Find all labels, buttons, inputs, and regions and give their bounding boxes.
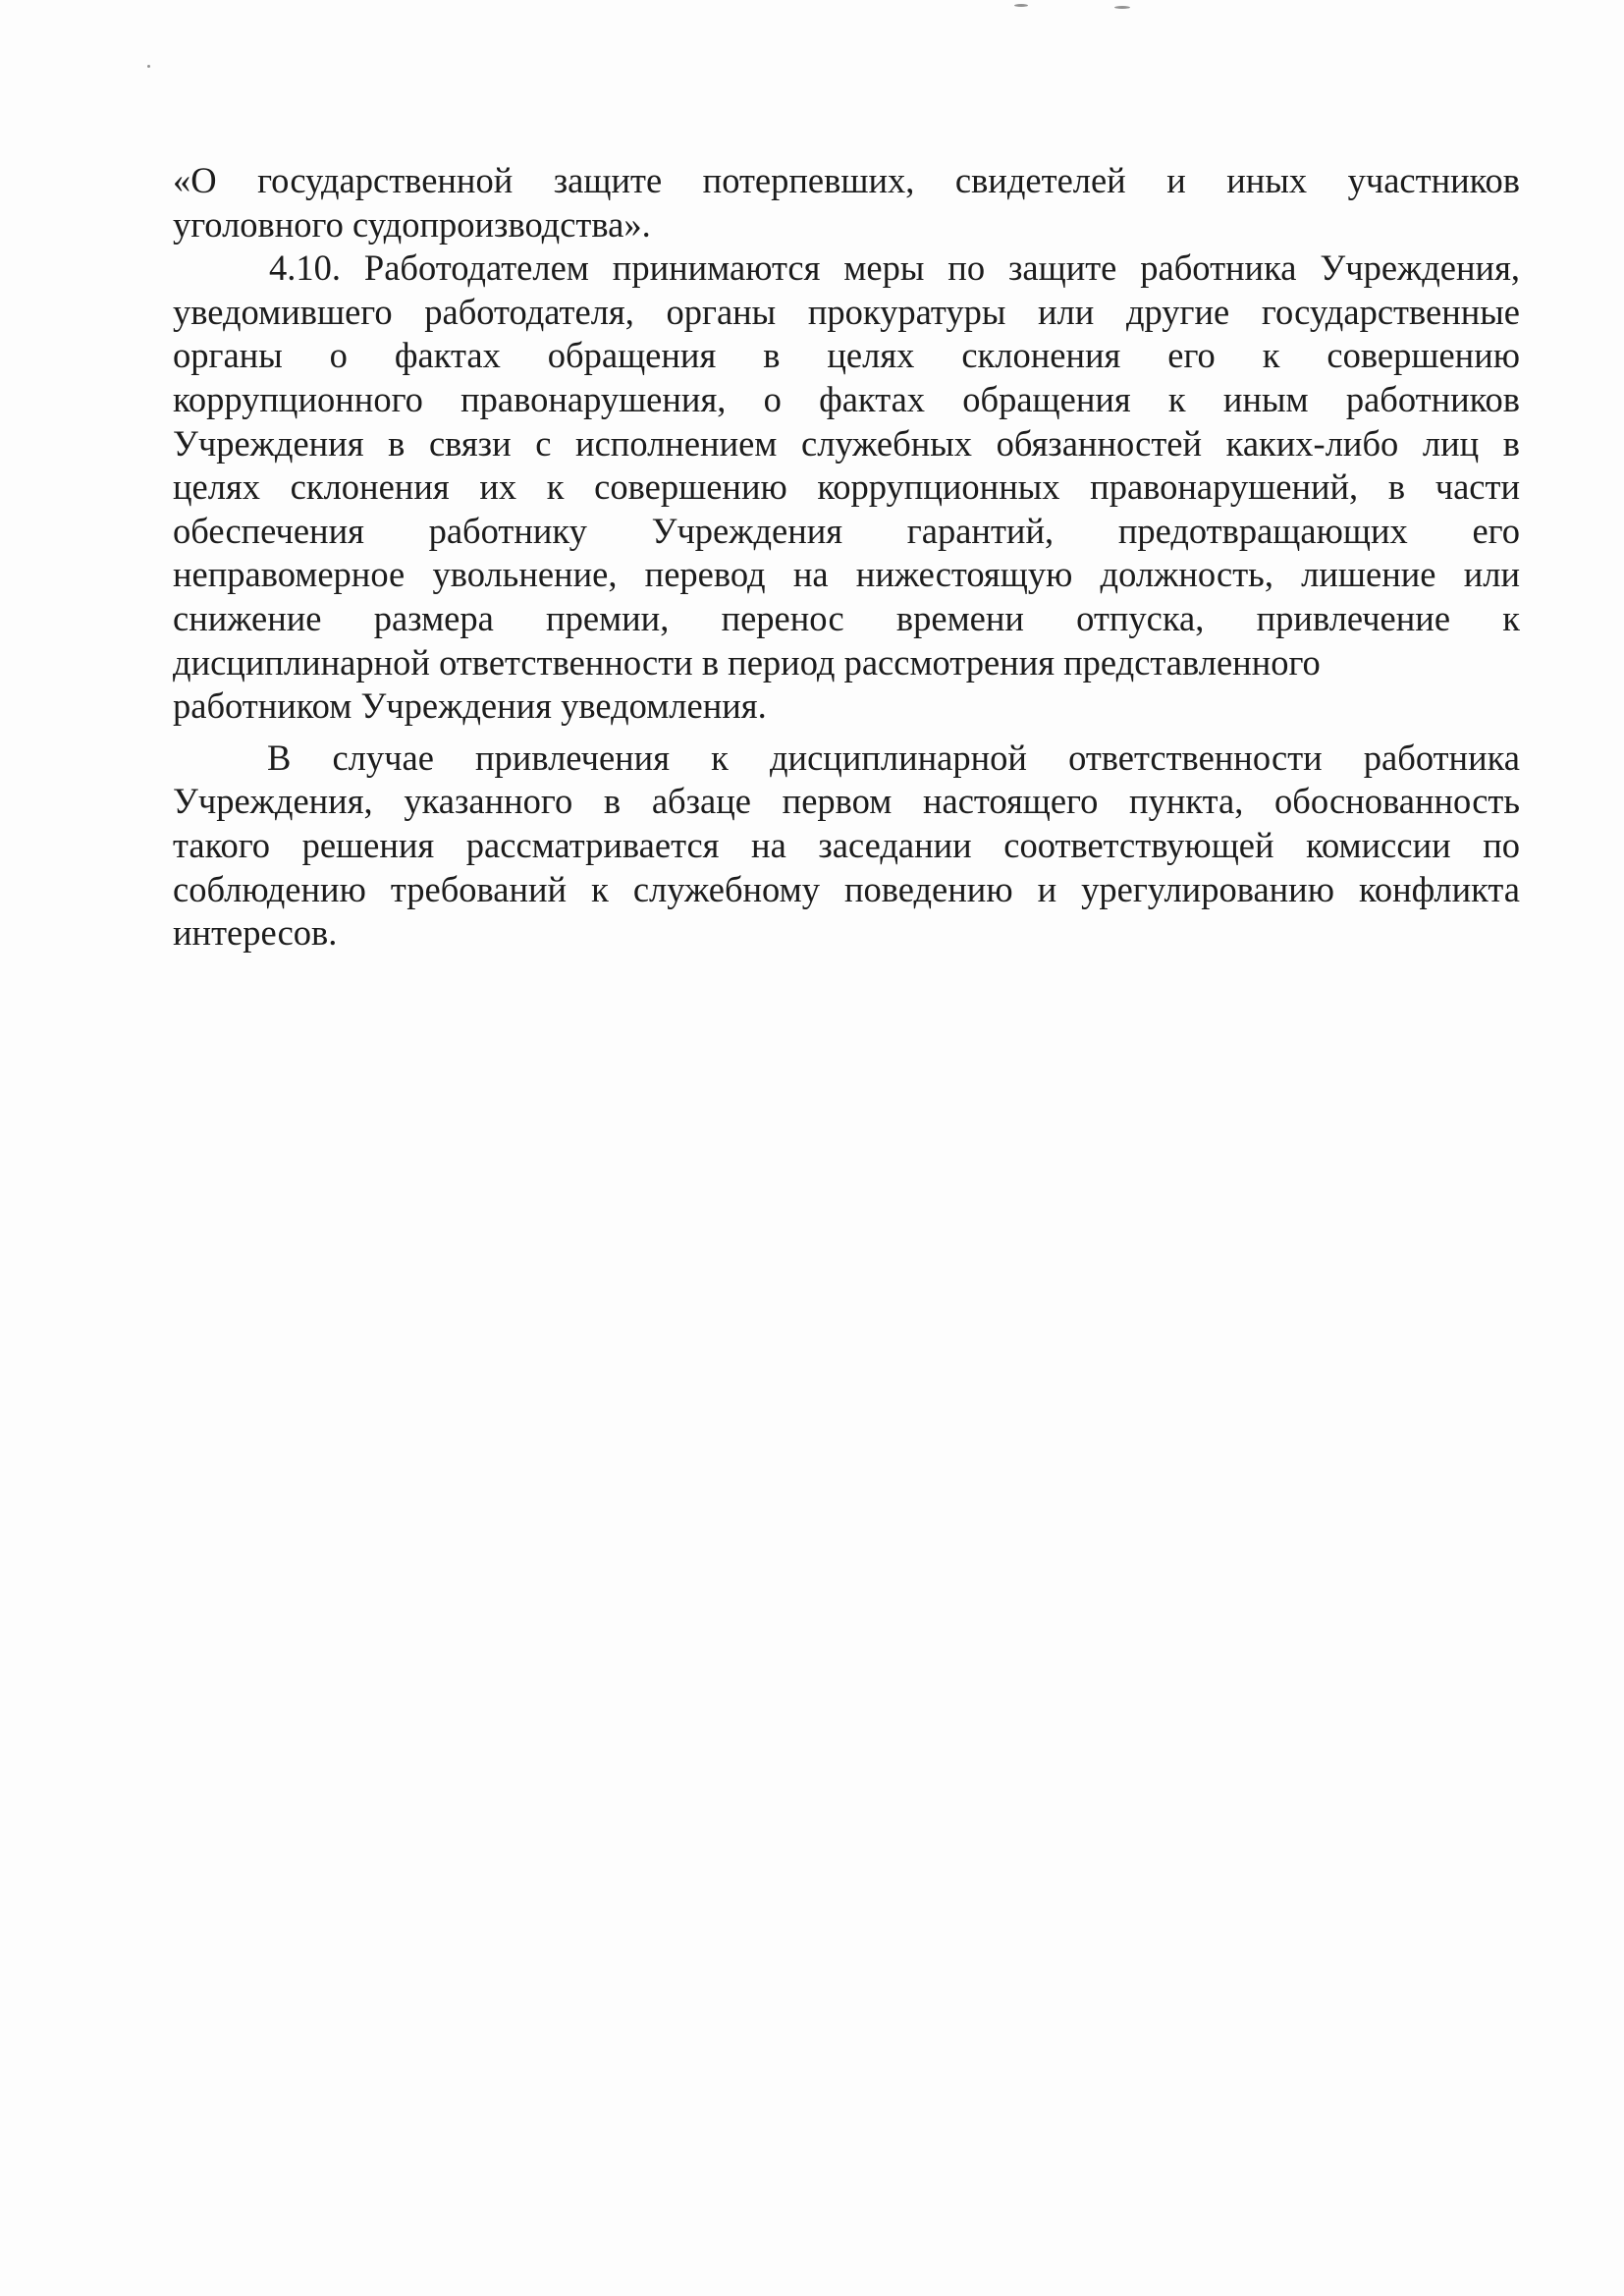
text-line: неправомерное увольнение, перевод на нижестоящую должность, лишение или <box>173 554 1520 595</box>
text-line: интересов. <box>173 912 338 954</box>
text-line: обеспечения работнику Учреждения гарантий, предотвращающих его <box>173 510 1520 551</box>
text-line: коррупционного правонарушения, о фактах обращения к иным работников <box>173 378 1520 419</box>
paragraph-continuation <box>173 159 1520 246</box>
text-line: соблюдению требований к служебному поведению и урегулированию конфликта <box>173 868 1520 909</box>
scan-mark <box>1014 4 1028 7</box>
document-body <box>173 159 1520 956</box>
text-line: такого решения рассматривается на заседании соответствующей комиссии по <box>173 824 1520 865</box>
paragraph-gap <box>173 729 1520 737</box>
paragraph-4-10 <box>173 246 1520 729</box>
text-line: дисциплинарной ответственности в период рассмотрения представленного <box>173 641 1321 683</box>
text-line: снижение размера премии, перенос времени отпуска, привлечение к <box>173 597 1520 638</box>
scan-mark <box>1114 6 1130 9</box>
text-line: уведомившего работодателя, органы прокуратуры или другие государственные <box>173 291 1520 332</box>
text-line: В случае привлечения к дисциплинарной ответственности работника <box>267 737 1520 778</box>
text-line: целях склонения их к совершению коррупционных правонарушений, в части <box>173 466 1520 508</box>
text-line: Учреждения, указанного в абзаце первом настоящего пункта, обоснованность <box>173 781 1520 822</box>
scan-mark <box>147 65 150 68</box>
text-line: 4.10. Работодателем принимаются меры по защите работника Учреждения, <box>269 247 1520 289</box>
paragraph-4-10-second <box>173 737 1520 956</box>
text-line: Учреждения в связи с исполнением служебных обязанностей каких-либо лиц в <box>173 422 1520 464</box>
text-line: работником Учреждения уведомления. <box>173 685 767 727</box>
text-line: уголовного судопроизводства». <box>173 203 651 245</box>
text-line: органы о фактах обращения в целях склонения его к совершению <box>173 335 1520 376</box>
text-line: «О государственной защите потерпевших, свидетелей и иных участников <box>173 160 1520 200</box>
